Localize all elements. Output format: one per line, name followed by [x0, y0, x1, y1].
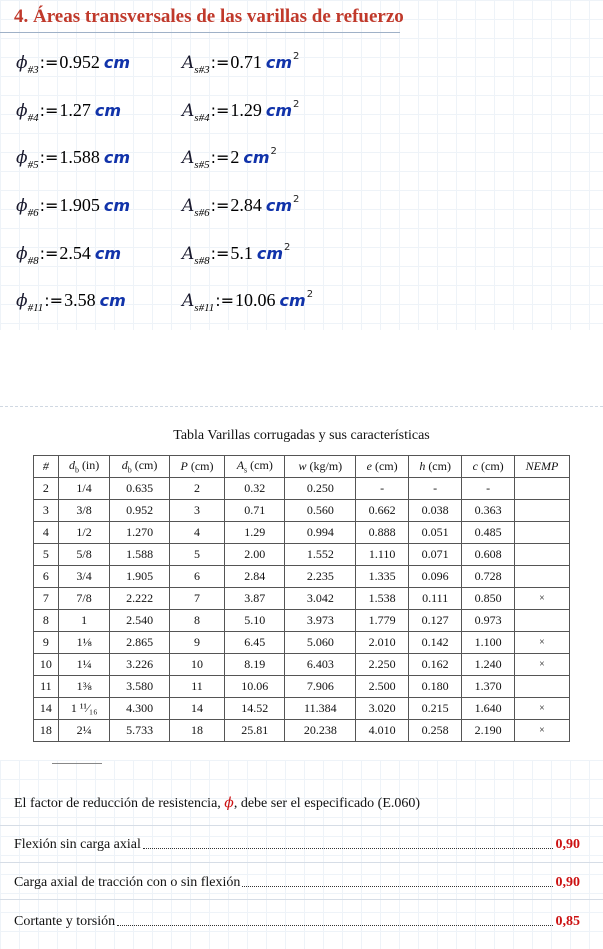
phi-symbol: ϕ [16, 148, 28, 168]
diameter-value: 2.54 [59, 243, 91, 263]
area-definition [182, 146, 277, 171]
cell-perimeter: 4 [169, 522, 224, 544]
diameter-value: 1.27 [59, 100, 91, 120]
cell-nemp: × [514, 632, 569, 654]
header-p: P (cm) [169, 456, 224, 478]
factor-row-cortante [14, 910, 580, 930]
table-row [34, 500, 570, 522]
dot-leader [242, 885, 552, 887]
cell-diameter-cm: 0.952 [110, 500, 169, 522]
area-definition [182, 194, 300, 219]
cell-bar-number: 5 [34, 544, 59, 566]
header-db-in: $d_b$ (in) [58, 456, 110, 478]
table-header-row [34, 456, 570, 478]
table-row [34, 676, 570, 698]
area-unit [266, 53, 300, 72]
cell-bar-number: 11 [34, 676, 59, 698]
cell-bar-number: 10 [34, 654, 59, 676]
header-e: e (cm) [356, 456, 409, 478]
cell-diameter-cm: 1.905 [110, 566, 169, 588]
phi-symbol: ϕ [16, 244, 28, 264]
cell-diameter-in: 2¼ [58, 720, 110, 742]
factor-label: Cortante y torsión [14, 914, 116, 929]
cell-perimeter: 11 [169, 676, 224, 698]
factor-label: Flexión sin carga axial [14, 837, 141, 852]
length-unit: cm [99, 291, 126, 310]
cell-bar-number: 7 [34, 588, 59, 610]
assign-operator: := [210, 101, 230, 120]
area-value: 0.71 [230, 52, 262, 72]
diameter-definition [16, 52, 131, 76]
area-unit-base: cm [243, 148, 270, 167]
cell-spacing: 2.010 [356, 632, 409, 654]
bar-number: #4 [27, 112, 39, 124]
bar-number: #4 [198, 112, 210, 124]
cell-perimeter: 10 [169, 654, 224, 676]
area-unit-exponent: 2 [293, 51, 300, 62]
cell-diameter-in: 1/4 [58, 478, 110, 500]
cell-perimeter: 7 [169, 588, 224, 610]
area-unit-exponent: 2 [293, 194, 300, 205]
table-row [34, 654, 570, 676]
cell-spacing: 1.335 [356, 566, 409, 588]
cell-area: 5.10 [225, 610, 285, 632]
cell-spacing: 1.110 [356, 544, 409, 566]
factor-value: 0,85 [555, 914, 580, 929]
area-subscript-prefix: s [194, 302, 199, 314]
cell-nemp [514, 500, 569, 522]
cell-height: 0.111 [408, 588, 462, 610]
cell-nemp [514, 566, 569, 588]
cell-spacing: 4.010 [356, 720, 409, 742]
cell-diameter-cm: 2.865 [110, 632, 169, 654]
factor-intro-after: , debe ser el especificado (E.060) [233, 796, 421, 811]
cell-diameter-in: 1 ¹¹⁄₁₆ [58, 698, 110, 720]
cell-height: 0.258 [408, 720, 462, 742]
length-unit: cm [94, 101, 122, 120]
diameter-value: 3.58 [64, 290, 96, 310]
assign-operator: := [39, 196, 59, 215]
table-row [34, 610, 570, 632]
cell-perimeter: 2 [169, 478, 224, 500]
cell-diameter-cm: 1.270 [110, 522, 169, 544]
factor-row-traccion [14, 871, 580, 891]
assign-operator: := [215, 291, 235, 310]
cell-spacing: 0.888 [356, 522, 409, 544]
cell-bar-number: 4 [34, 522, 59, 544]
assign-operator: := [39, 244, 59, 263]
cell-area: 6.45 [225, 632, 285, 654]
header-number: # [34, 456, 59, 478]
cell-spacing: 0.662 [356, 500, 409, 522]
cell-diameter-cm: 0.635 [110, 478, 169, 500]
divider [0, 862, 603, 863]
table-row [34, 720, 570, 742]
phi-symbol: ϕ [224, 795, 234, 811]
cell-weight: 6.403 [285, 654, 356, 676]
area-value: 10.06 [235, 290, 276, 310]
bar-number: #11 [27, 302, 44, 314]
cell-perimeter: 8 [169, 610, 224, 632]
area-value: 2.84 [230, 195, 262, 215]
cell-weight: 5.060 [285, 632, 356, 654]
factor-intro-before: El factor de reducción de resistencia, [14, 796, 221, 811]
assign-operator: := [39, 148, 59, 167]
cell-width: 0.363 [462, 500, 515, 522]
area-symbol: A [182, 148, 195, 168]
table-row [34, 566, 570, 588]
cell-weight: 3.973 [285, 610, 356, 632]
cell-diameter-in: 3/4 [58, 566, 110, 588]
rebar-table [33, 455, 570, 742]
footnote-mark [52, 763, 102, 764]
cell-bar-number: 2 [34, 478, 59, 500]
table-row [34, 522, 570, 544]
area-symbol: A [182, 244, 195, 264]
cell-weight: 0.250 [285, 478, 356, 500]
area-subscript-prefix: s [194, 159, 199, 171]
phi-symbol: ϕ [16, 196, 28, 216]
factor-intro [14, 795, 420, 812]
cell-height: 0.096 [408, 566, 462, 588]
cell-spacing: 3.020 [356, 698, 409, 720]
separator [0, 406, 603, 408]
factor-value: 0,90 [555, 875, 580, 890]
cell-diameter-in: 1 [58, 610, 110, 632]
assign-operator: := [210, 244, 230, 263]
cell-bar-number: 3 [34, 500, 59, 522]
cell-bar-number: 6 [34, 566, 59, 588]
cell-perimeter: 3 [169, 500, 224, 522]
bar-number: #3 [198, 64, 210, 76]
area-unit-exponent: 2 [270, 146, 277, 157]
area-unit [243, 148, 277, 167]
diameter-definition [16, 290, 126, 314]
cell-area: 0.32 [225, 478, 285, 500]
cell-diameter-in: 5/8 [58, 544, 110, 566]
diameter-definition [16, 100, 122, 124]
cell-weight: 1.552 [285, 544, 356, 566]
cell-weight: 7.906 [285, 676, 356, 698]
cell-area: 3.87 [225, 588, 285, 610]
cell-spacing: - [356, 478, 409, 500]
area-subscript [194, 64, 209, 76]
cell-nemp [514, 676, 569, 698]
cell-nemp: × [514, 588, 569, 610]
cell-spacing: 2.500 [356, 676, 409, 698]
area-value: 2 [230, 147, 240, 167]
cell-weight: 0.994 [285, 522, 356, 544]
cell-width: 1.240 [462, 654, 515, 676]
cell-area: 2.00 [225, 544, 285, 566]
area-symbol: A [182, 196, 195, 216]
area-value: 5.1 [230, 243, 253, 263]
cell-width: 0.728 [462, 566, 515, 588]
cell-height: 0.071 [408, 544, 462, 566]
table-row [34, 698, 570, 720]
cell-area: 14.52 [225, 698, 285, 720]
cell-height: 0.162 [408, 654, 462, 676]
cell-area: 2.84 [225, 566, 285, 588]
bar-number: #11 [198, 302, 215, 314]
area-definition [182, 289, 314, 314]
area-unit-base: cm [256, 244, 284, 263]
phi-symbol: ϕ [16, 291, 28, 311]
cell-diameter-cm: 4.300 [110, 698, 169, 720]
area-symbol: A [182, 291, 195, 311]
cell-nemp: × [514, 698, 569, 720]
cell-perimeter: 14 [169, 698, 224, 720]
divider [0, 899, 603, 900]
cell-diameter-in: 3/8 [58, 500, 110, 522]
area-value: 1.29 [230, 100, 262, 120]
area-unit-base: cm [265, 101, 293, 120]
cell-nemp [514, 522, 569, 544]
cell-weight: 0.560 [285, 500, 356, 522]
area-symbol: A [182, 101, 195, 121]
cell-diameter-in: 1/2 [58, 522, 110, 544]
bar-number: #3 [27, 64, 39, 76]
diameter-definition [16, 147, 131, 171]
header-nemp: NEMP [514, 456, 569, 478]
area-unit [266, 196, 300, 215]
cell-nemp [514, 610, 569, 632]
cell-diameter-cm: 2.222 [110, 588, 169, 610]
cell-diameter-in: 1¼ [58, 654, 110, 676]
bar-number: #5 [27, 159, 39, 171]
cell-diameter-cm: 1.588 [110, 544, 169, 566]
phi-symbol: ϕ [16, 53, 28, 73]
area-subscript-prefix: s [194, 64, 199, 76]
area-subscript-prefix: s [194, 112, 199, 124]
table-row [34, 588, 570, 610]
table-row [34, 478, 570, 500]
cell-bar-number: 8 [34, 610, 59, 632]
area-subscript [194, 255, 209, 267]
diameter-definition [16, 195, 131, 219]
area-unit-base: cm [265, 53, 293, 72]
assign-operator: := [39, 53, 59, 72]
cell-weight: 2.235 [285, 566, 356, 588]
diameter-value: 1.905 [59, 195, 100, 215]
cell-nemp [514, 478, 569, 500]
area-unit [280, 291, 314, 310]
factor-row-flexion [14, 833, 580, 853]
cell-spacing: 2.250 [356, 654, 409, 676]
cell-diameter-in: 1⅜ [58, 676, 110, 698]
cell-perimeter: 5 [169, 544, 224, 566]
area-unit-exponent: 2 [284, 242, 291, 253]
cell-width: 0.973 [462, 610, 515, 632]
cell-nemp: × [514, 654, 569, 676]
table-row [34, 544, 570, 566]
length-unit: cm [103, 53, 131, 72]
phi-symbol: ϕ [16, 101, 28, 121]
cell-nemp: × [514, 720, 569, 742]
cell-perimeter: 6 [169, 566, 224, 588]
bar-number: #8 [198, 255, 210, 267]
bar-number: #5 [198, 159, 210, 171]
area-subscript [194, 302, 214, 314]
dot-leader [117, 924, 552, 926]
header-as: $A_s$ (cm) [225, 456, 285, 478]
cell-width: 0.850 [462, 588, 515, 610]
cell-area: 10.06 [225, 676, 285, 698]
title-underline [0, 32, 400, 33]
cell-spacing: 1.538 [356, 588, 409, 610]
cell-width: 2.190 [462, 720, 515, 742]
cell-weight: 20.238 [285, 720, 356, 742]
cell-height: 0.051 [408, 522, 462, 544]
cell-bar-number: 9 [34, 632, 59, 654]
area-subscript-prefix: s [194, 207, 199, 219]
cell-diameter-cm: 3.580 [110, 676, 169, 698]
cell-width: 1.370 [462, 676, 515, 698]
assign-operator: := [39, 101, 59, 120]
cell-height: 0.180 [408, 676, 462, 698]
assign-operator: := [44, 291, 64, 310]
bar-number: #8 [27, 255, 39, 267]
cell-height: - [408, 478, 462, 500]
header-c: c (cm) [462, 456, 515, 478]
diameter-value: 1.588 [59, 147, 100, 167]
cell-bar-number: 14 [34, 698, 59, 720]
cell-diameter-in: 7/8 [58, 588, 110, 610]
header-db-cm: $d_b$ (cm) [110, 456, 169, 478]
header-h: h (cm) [408, 456, 462, 478]
cell-height: 0.142 [408, 632, 462, 654]
area-unit-exponent: 2 [306, 289, 314, 300]
cell-perimeter: 18 [169, 720, 224, 742]
cell-width: 0.608 [462, 544, 515, 566]
area-unit-exponent: 2 [293, 99, 300, 110]
cell-diameter-cm: 3.226 [110, 654, 169, 676]
area-definition [182, 51, 300, 76]
assign-operator: := [210, 196, 230, 215]
length-unit: cm [94, 244, 122, 263]
cell-height: 0.038 [408, 500, 462, 522]
cell-diameter-cm: 2.540 [110, 610, 169, 632]
length-unit: cm [103, 148, 131, 167]
cell-height: 0.215 [408, 698, 462, 720]
assign-operator: := [210, 53, 230, 72]
section-title: 4. Áreas transversales de las varillas de refuerzo [14, 6, 404, 27]
cell-width: 1.640 [462, 698, 515, 720]
header-w: w (kg/m) [285, 456, 356, 478]
cell-area: 0.71 [225, 500, 285, 522]
bar-number: #6 [27, 207, 39, 219]
cell-bar-number: 18 [34, 720, 59, 742]
area-subscript [194, 159, 209, 171]
factor-label: Carga axial de tracción con o sin flexión [14, 875, 241, 890]
area-subscript-prefix: s [194, 255, 199, 267]
area-unit [266, 101, 300, 120]
factor-value: 0,90 [555, 837, 580, 852]
cell-area: 25.81 [225, 720, 285, 742]
area-definition [182, 242, 291, 267]
cell-diameter-in: 1⅛ [58, 632, 110, 654]
table-title: Tabla Varillas corrugadas y sus características [173, 428, 430, 443]
area-subscript [194, 112, 209, 124]
dot-leader [143, 847, 553, 849]
assign-operator: := [210, 148, 230, 167]
cell-weight: 11.384 [285, 698, 356, 720]
cell-width: 0.485 [462, 522, 515, 544]
diameter-value: 0.952 [59, 52, 100, 72]
bar-number: #6 [198, 207, 210, 219]
area-subscript [194, 207, 209, 219]
diameter-definition [16, 243, 122, 267]
area-unit [257, 244, 291, 263]
area-unit-base: cm [265, 196, 293, 215]
cell-width: 1.100 [462, 632, 515, 654]
cell-perimeter: 9 [169, 632, 224, 654]
cell-spacing: 1.779 [356, 610, 409, 632]
cell-area: 8.19 [225, 654, 285, 676]
table-row [34, 632, 570, 654]
area-definition [182, 99, 300, 124]
cell-height: 0.127 [408, 610, 462, 632]
cell-width: - [462, 478, 515, 500]
cell-weight: 3.042 [285, 588, 356, 610]
cell-diameter-cm: 5.733 [110, 720, 169, 742]
length-unit: cm [103, 196, 131, 215]
cell-nemp [514, 544, 569, 566]
area-symbol: A [182, 53, 195, 73]
cell-area: 1.29 [225, 522, 285, 544]
area-unit-base: cm [279, 291, 306, 310]
divider [0, 825, 603, 826]
